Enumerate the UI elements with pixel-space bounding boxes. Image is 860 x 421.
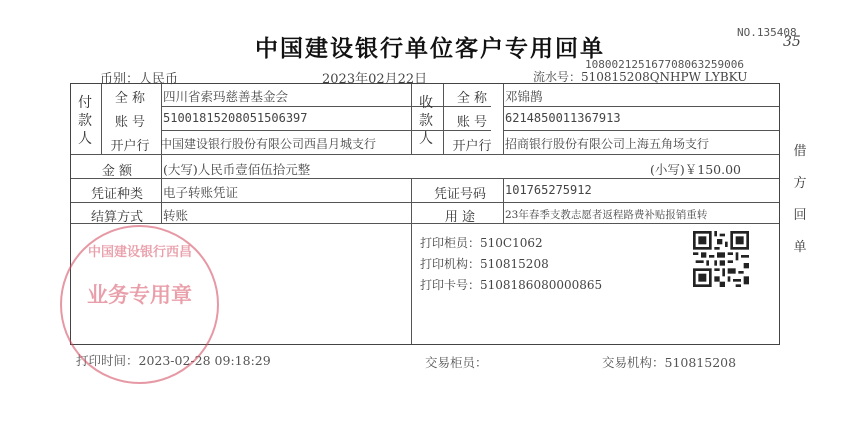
payer-bank-label: 开户行 bbox=[110, 139, 150, 154]
payer-account: 51001815208051506397 bbox=[163, 111, 308, 125]
payer-account-label: 账 号 bbox=[114, 115, 146, 130]
voucher-no-label: 凭证号码 bbox=[433, 187, 486, 202]
purpose-label: 用 途 bbox=[444, 210, 476, 225]
page-title: 中国建设银行单位客户专用回单 bbox=[255, 35, 605, 62]
seal-center-text: 业务专用章 bbox=[87, 282, 192, 307]
amount-lower: (小写)￥150.00 bbox=[650, 162, 741, 177]
side-note-char: 借 bbox=[793, 144, 807, 159]
payee-account-label: 账 号 bbox=[456, 115, 488, 130]
amount-upper: (大写)人民币壹佰伍拾元整 bbox=[163, 162, 311, 177]
print-time: 打印时间：2023-02-28 09:18:29 bbox=[76, 353, 271, 368]
side-note-char: 方 bbox=[793, 176, 807, 191]
payer-name: 四川省索玛慈善基金会 bbox=[163, 89, 289, 104]
payer-name-label: 全 称 bbox=[114, 91, 146, 106]
trade-teller: 交易柜员： bbox=[425, 355, 488, 370]
date: 2023年02月22日 bbox=[322, 72, 428, 87]
corner-mark: 35 bbox=[783, 34, 801, 50]
voucher-type-label: 凭证种类 bbox=[90, 187, 143, 202]
side-note-char: 单 bbox=[793, 240, 807, 255]
payer-bank: 中国建设银行股份有限公司西昌月城支行 bbox=[160, 137, 377, 151]
payee-name-label: 全 称 bbox=[456, 91, 488, 106]
print-card: 打印卡号：5108186080000865 bbox=[420, 278, 603, 292]
bank-seal bbox=[60, 225, 219, 384]
settle-method: 转账 bbox=[163, 208, 189, 223]
amount-label: 金 额 bbox=[101, 164, 133, 179]
print-teller: 打印柜员：510C1062 bbox=[420, 236, 543, 250]
currency: 币别：人民币 bbox=[100, 72, 179, 87]
voucher-no: 101765275912 bbox=[505, 183, 592, 197]
side-note-char: 回 bbox=[793, 208, 807, 223]
trade-org: 交易机构：510815208 bbox=[602, 355, 737, 370]
seal-ring-text: 中国建设银行西昌 bbox=[87, 245, 192, 260]
print-org: 打印机构：510815208 bbox=[420, 257, 549, 271]
qr-code bbox=[693, 231, 749, 287]
payee-bank-label: 开户行 bbox=[452, 139, 492, 154]
voucher-serial: 108002125167708063259006 bbox=[585, 58, 744, 71]
voucher-type: 电子转账凭证 bbox=[163, 185, 239, 200]
purpose: 23年春季支教志愿者返程路费补贴报销重转 bbox=[505, 209, 708, 221]
payer-section-label: 付款人 bbox=[78, 95, 92, 147]
payee-section-label: 收款人 bbox=[419, 95, 433, 147]
settle-method-label: 结算方式 bbox=[90, 210, 143, 225]
serial-number: NO.135408 bbox=[737, 26, 797, 39]
flow-number: 流水号：510815208QNHPW LYBKU bbox=[533, 70, 748, 84]
payee-name: 邓锦鹊 bbox=[505, 89, 543, 104]
payee-account: 6214850011367913 bbox=[505, 111, 621, 125]
payee-bank: 招商银行股份有限公司上海五角场支行 bbox=[505, 137, 710, 151]
